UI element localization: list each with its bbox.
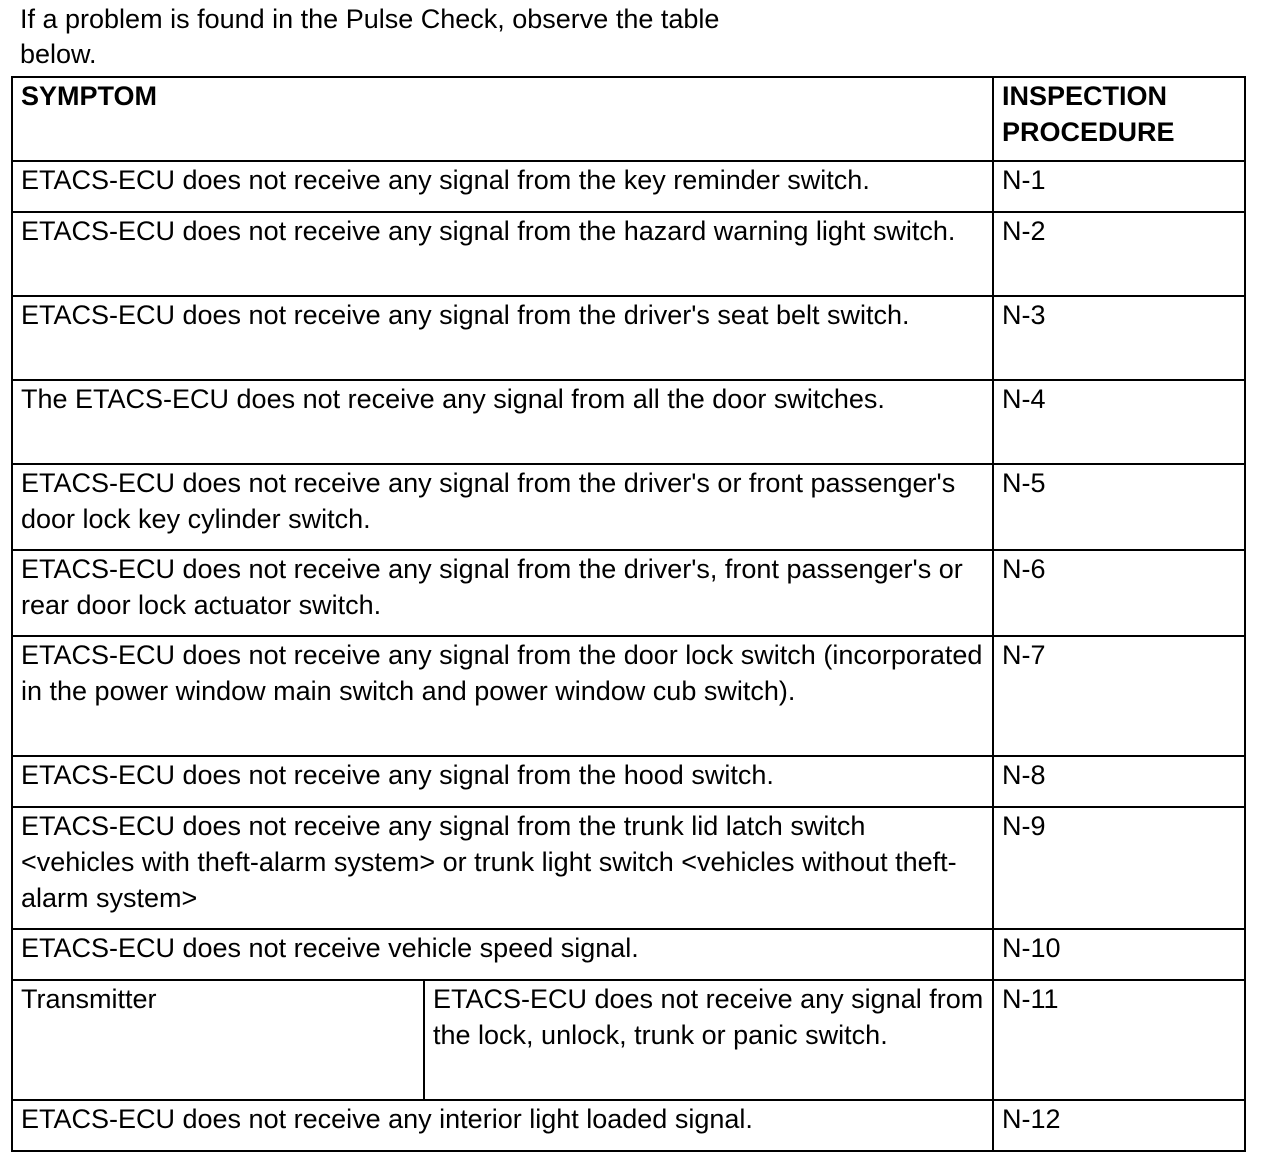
table-row <box>12 756 1245 807</box>
symptom-cell: ETACS-ECU does not receive any signal from the door lock switch (incorporated in the power window main switch and power window cub switch). <box>12 636 993 756</box>
table-row <box>12 212 1245 296</box>
procedure-cell: N-7 <box>993 636 1245 756</box>
symptom-cell: ETACS-ECU does not receive vehicle speed signal. <box>12 929 993 980</box>
procedure-cell: N-1 <box>993 161 1245 212</box>
symptom-cell: ETACS-ECU does not receive any signal from the key reminder switch. <box>12 161 993 212</box>
procedure-cell: N-10 <box>993 929 1245 980</box>
symptom-cell: ETACS-ECU does not receive any signal from the driver's or front passenger's door lock key cylinder switch. <box>12 464 993 550</box>
symptom-cell: ETACS-ECU does not receive any signal from the hazard warning light switch. <box>12 212 993 296</box>
symptom-cell: ETACS-ECU does not receive any signal from the driver's seat belt switch. <box>12 296 993 380</box>
table-row <box>12 1100 1245 1151</box>
procedure-cell: N-4 <box>993 380 1245 464</box>
transmitter-category-cell: Transmitter <box>12 980 424 1100</box>
header-inspection-procedure: INSPECTION PROCEDURE <box>993 77 1245 161</box>
symptom-cell: ETACS-ECU does not receive any signal from the hood switch. <box>12 756 993 807</box>
table-row <box>12 161 1245 212</box>
procedure-cell: N-9 <box>993 807 1245 929</box>
table-row <box>12 929 1245 980</box>
table-row <box>12 380 1245 464</box>
table-row <box>12 550 1245 636</box>
table-header-row <box>12 77 1245 161</box>
symptom-table <box>11 76 1246 1152</box>
table-row <box>12 636 1245 756</box>
symptom-cell: ETACS-ECU does not receive any signal from the trunk lid latch switch <vehicles with theft-alarm system> or trunk light switch <vehicles without theft-alarm system> <box>12 807 993 929</box>
table-row <box>12 464 1245 550</box>
table-row-transmitter <box>12 980 1245 1100</box>
table-row <box>12 807 1245 929</box>
procedure-cell: N-3 <box>993 296 1245 380</box>
procedure-cell: N-12 <box>993 1100 1245 1151</box>
symptom-cell: ETACS-ECU does not receive any signal from the lock, unlock, trunk or panic switch. <box>424 980 993 1100</box>
table-row <box>12 296 1245 380</box>
procedure-cell: N-6 <box>993 550 1245 636</box>
intro-text: If a problem is found in the Pulse Check, observe the table below. <box>20 4 720 69</box>
procedure-cell: N-2 <box>993 212 1245 296</box>
procedure-cell: N-8 <box>993 756 1245 807</box>
symptom-cell: The ETACS-ECU does not receive any signal from all the door switches. <box>12 380 993 464</box>
symptom-cell: ETACS-ECU does not receive any signal from the driver's, front passenger's or rear door lock actuator switch. <box>12 550 993 636</box>
header-symptom: SYMPTOM <box>12 77 993 161</box>
procedure-cell: N-5 <box>993 464 1245 550</box>
symptom-cell: ETACS-ECU does not receive any interior light loaded signal. <box>12 1100 993 1151</box>
procedure-cell: N-11 <box>993 980 1245 1100</box>
